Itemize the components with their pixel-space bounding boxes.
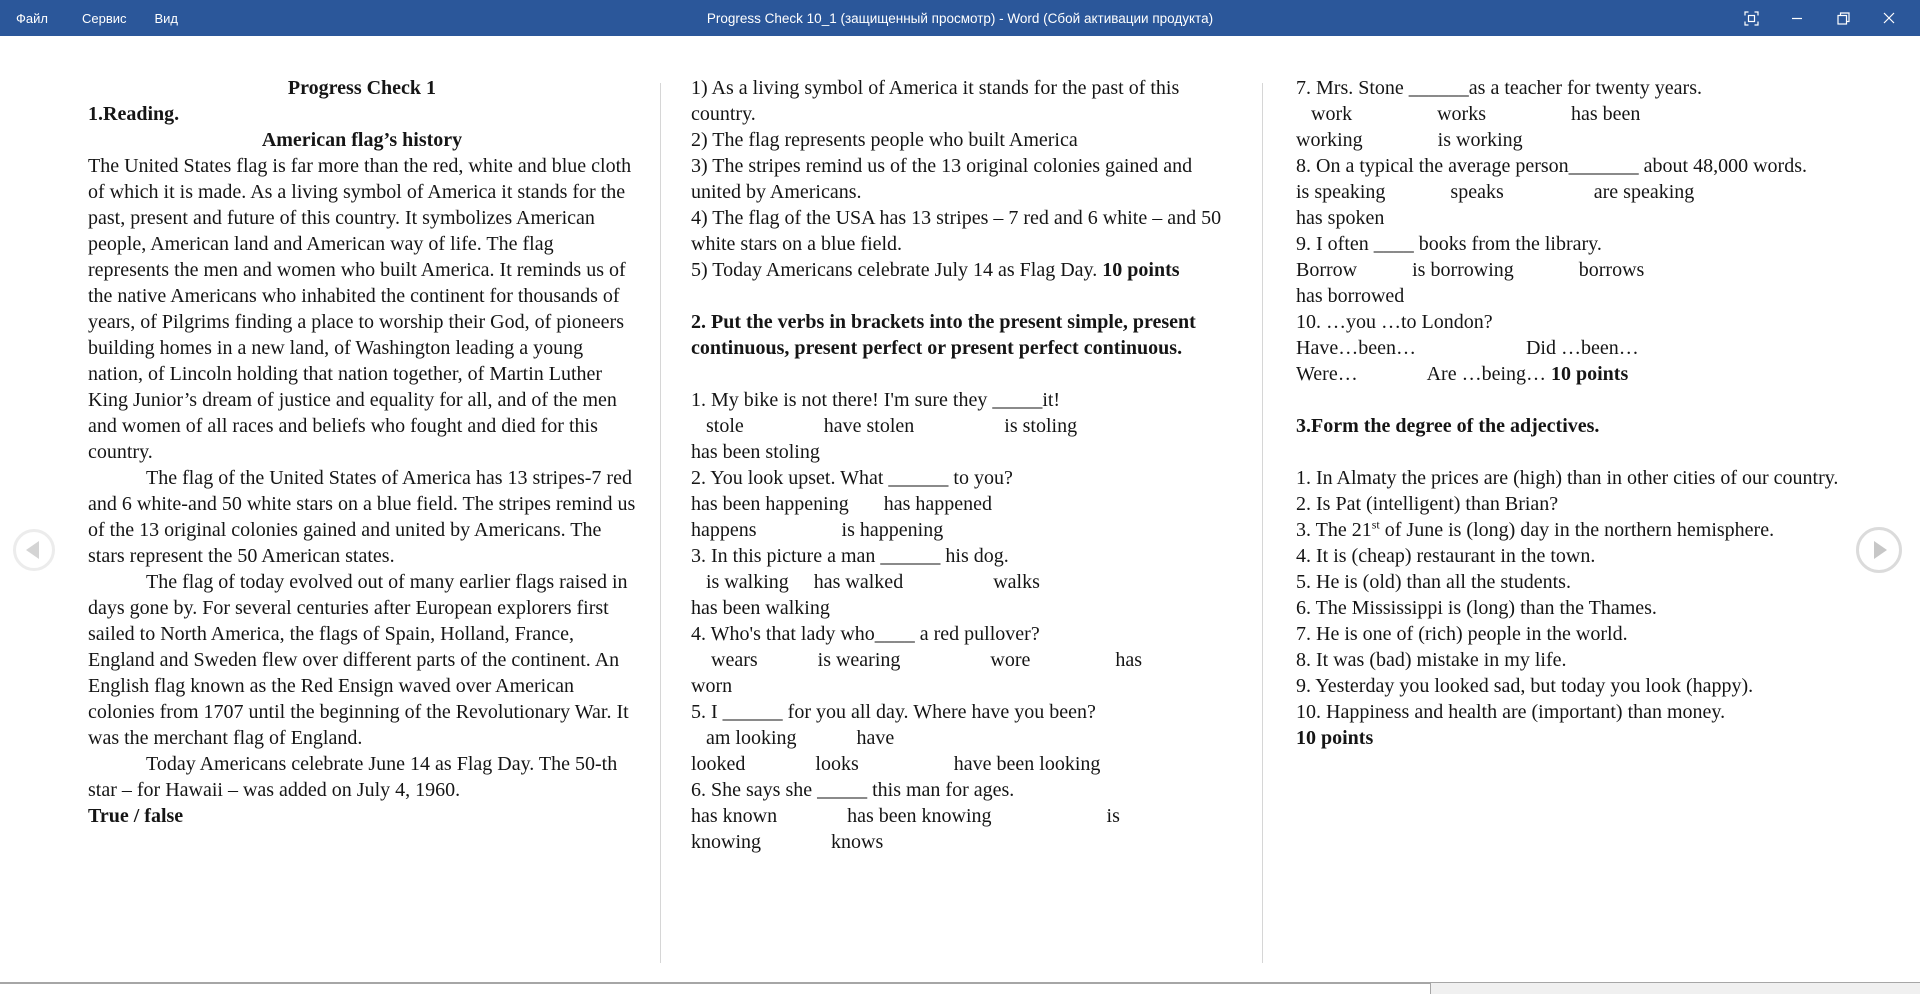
text-part: 10 points (1102, 259, 1180, 281)
heading-line (1296, 439, 1848, 465)
text-line: 7. He is one of (rich) people in the world. (1296, 623, 1628, 645)
text-line: Have…been… Did …been… (1296, 337, 1639, 359)
heading-line: American flag’s history (261, 129, 463, 151)
text-part: 10 points (1551, 363, 1629, 385)
column-divider (1262, 83, 1263, 963)
text-line: 2) The flag represents people who built America (691, 129, 1078, 151)
text-line: The United States flag is far more than the red, white and blue cloth of which it is made. As a living symbol of America it stands for the past, present and future of this country. It symbolizes American people, American land and American way of life. The flag represents the men and women who built America. It reminds us of the native Americans who inhabited the continent for thousands of years, of Pilgrims finding a place to worship their God, of pioneers building homes in a new land, of Washington leading a young nation, of Lincoln holding that nation together, of Martin Luther King Junior’s dream of justice and equality for all, and of the men and women of all races and beliefs who fought and died for this country. (88, 155, 632, 463)
text-line: has been walking (691, 597, 830, 619)
horizontal-scrollbar-thumb[interactable] (0, 983, 1431, 994)
text-line: Today Americans celebrate June 14 as Flag Day. The 50-th star – for Hawaii – was added on July 4, 1960. (88, 753, 618, 801)
text-line: 9. I often ____ books from the library. (1296, 233, 1602, 255)
previous-page-button[interactable] (13, 529, 55, 571)
text-line: 1. In Almaty the prices are (high) than in other cities of our country. (1296, 467, 1839, 489)
menu-service[interactable]: Сервис (81, 10, 127, 26)
close-icon (1883, 12, 1895, 24)
window-controls (1728, 0, 1912, 36)
text-line: 10. …you …to London? (1296, 311, 1493, 333)
horizontal-scrollbar[interactable] (0, 982, 1920, 994)
text-line: has been stoling (691, 441, 820, 463)
heading-line: 3.Form the degree of the adjectives. (1296, 415, 1600, 437)
text-line: 5. He is (old) than all the students. (1296, 571, 1571, 593)
title-bar (0, 0, 1920, 36)
text-line: has been happening has happened (691, 493, 993, 515)
minimize-button[interactable] (1774, 0, 1820, 36)
text-line: Borrow is borrowing borrows (1296, 259, 1645, 281)
text-line: 2. You look upset. What ______ to you? (691, 467, 1013, 489)
text-line: looked looks have been looking (691, 753, 1101, 775)
text-line: The flag of the United States of America has 13 stripes-7 red and 6 white-and 50 white stars on a blue field. The stripes remind us of the 13 original colonies gained and united by Americans. The stars represent the 50 American states. (88, 467, 636, 567)
text-line: 9. Yesterday you looked sad, but today you look (happy). (1296, 675, 1754, 697)
menu-view[interactable]: Вид (154, 10, 179, 26)
text-line: wears is wearing wore has (691, 649, 1143, 671)
document-column-2 (691, 75, 1243, 855)
text-line: The flag of today evolved out of many earlier flags raised in days gone by. For several centuries after European explorers first sailed to North America, the flags of Spain, Holland, France, England and Sweden flew over different parts of the continent. An English flag known as the Red Ensign waved over American colonies from 1707 until the beginning of the Revolutionary War. It was the merchant flag of England. (88, 571, 629, 749)
heading-line: 2. Put the verbs in brackets into the present simple, present continuous, present perfect or present perfect continuous. (691, 311, 1196, 359)
next-page-button[interactable] (1856, 527, 1902, 573)
text-line: 4) The flag of the USA has 13 stripes – 7 red and 6 white – and 50 white stars on a blue field. (691, 207, 1222, 255)
restore-icon (1837, 12, 1850, 25)
close-button[interactable] (1866, 0, 1912, 36)
heading-line: Progress Check 1 (287, 77, 437, 99)
text-line: 4. Who's that lady who____ a red pullover? (691, 623, 1040, 645)
text-line: has known has been knowing is (691, 805, 1120, 827)
restore-button[interactable] (1820, 0, 1866, 36)
arrow-right-icon (1874, 541, 1887, 559)
text-line: am looking have (691, 727, 895, 749)
text-line: 8. On a typical the average person_______ about 48,000 words. (1296, 155, 1807, 177)
text-part: of June is (long) day in the northern hemisphere. (1379, 519, 1775, 541)
minimize-icon (1791, 12, 1803, 24)
column-divider (660, 83, 661, 963)
text-line: stole have stolen is stoling (691, 415, 1078, 437)
heading-line: 10 points (1296, 727, 1374, 749)
text-line: happens is happening (691, 519, 944, 541)
text-line: 7. Mrs. Stone ______as a teacher for twenty years. (1296, 77, 1702, 99)
text-line: 2. Is Pat (intelligent) than Brian? (1296, 493, 1559, 515)
text-line: is walking has walked walks (691, 571, 1040, 593)
text-line: 6. She says she _____ this man for ages. (691, 779, 1015, 801)
document-column-3 (1296, 75, 1848, 751)
heading-line: True / false (88, 805, 184, 827)
text-line: 3. In this picture a man ______ his dog. (691, 545, 1009, 567)
heading-line (691, 361, 1243, 387)
text-line: is speaking speaks are speaking (1296, 181, 1695, 203)
text-line: knowing knows (691, 831, 884, 853)
text-line: 1. My bike is not there! I'm sure they _____it! (691, 389, 1061, 411)
text-line: 6. The Mississippi is (long) than the Thames. (1296, 597, 1657, 619)
text-line: 10. Happiness and health are (important) than money. (1296, 701, 1726, 723)
menu-file[interactable]: Файл (16, 10, 48, 26)
text-line: 3) The stripes remind us of the 13 original colonies gained and united by Americans. (691, 155, 1193, 203)
text-line: working is working (1296, 129, 1523, 151)
text-line: 1) As a living symbol of America it stands for the past of this country. (691, 77, 1180, 125)
text-line: 5. I ______ for you all day. Where have you been? (691, 701, 1096, 723)
text-line (1296, 517, 1848, 543)
fullscreen-toggle-button[interactable] (1728, 0, 1774, 36)
fullscreen-icon (1744, 11, 1759, 26)
text-line: worn (691, 675, 733, 697)
heading-line (1296, 387, 1848, 413)
document-column-1 (88, 75, 636, 829)
window-title: Progress Check 10_1 (защищенный просмотр) - Word (Сбой активации продукта) (706, 10, 1214, 26)
text-line: has spoken (1296, 207, 1385, 229)
superscript-text: st (1371, 517, 1380, 532)
heading-line: 1.Reading. (88, 103, 180, 125)
document-area (0, 36, 1920, 982)
text-line: has borrowed (1296, 285, 1405, 307)
text-line: 8. It was (bad) mistake in my life. (1296, 649, 1567, 671)
text-part: 5) Today Americans celebrate July 14 as Flag Day. (691, 259, 1103, 281)
text-part: Were… Are …being… (1296, 363, 1551, 385)
text-line (691, 257, 1243, 283)
arrow-left-icon (26, 541, 39, 559)
text-line: 4. It is (cheap) restaurant in the town. (1296, 545, 1596, 567)
menu-bar (0, 0, 192, 36)
heading-line (691, 283, 1243, 309)
text-part: 3. The 21 (1296, 519, 1372, 541)
text-line: work works has been (1296, 103, 1641, 125)
text-line (1296, 361, 1848, 387)
